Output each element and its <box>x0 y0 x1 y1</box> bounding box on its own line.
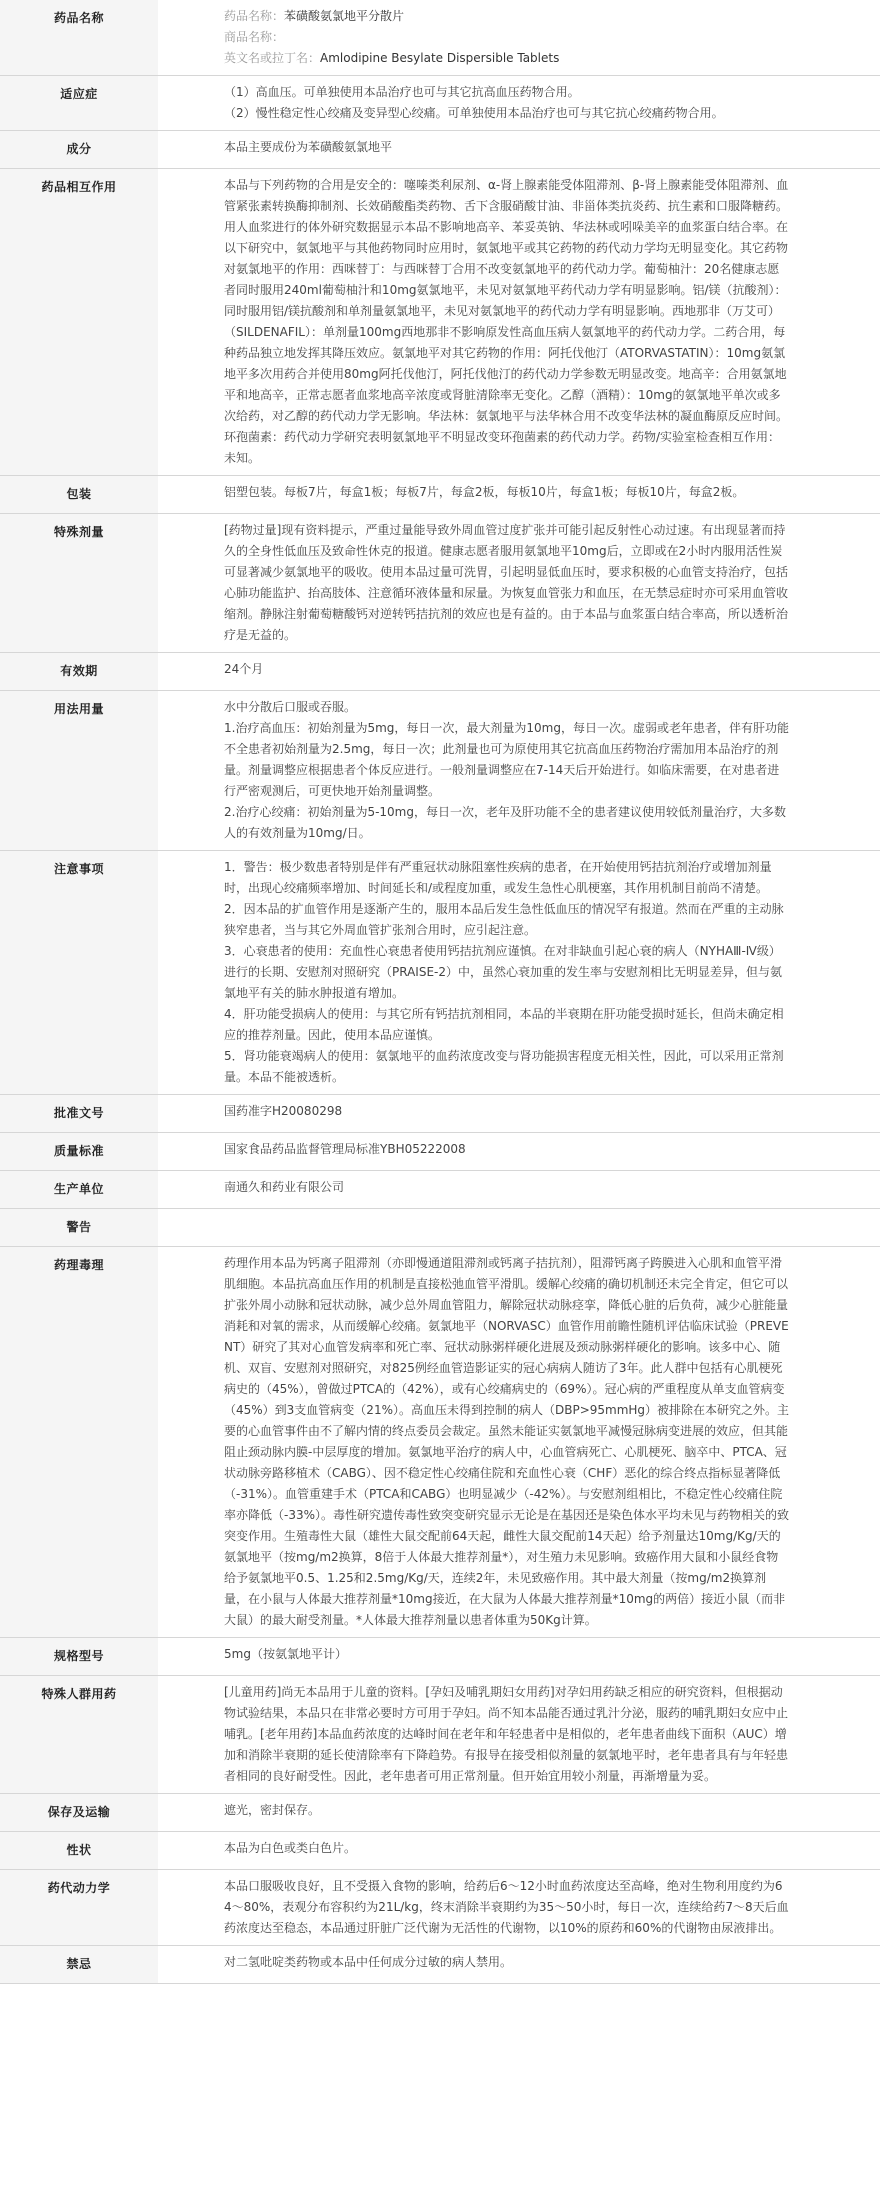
section-paragraph: 水中分散后口服或吞服。 <box>224 700 357 714</box>
section-content <box>158 1676 880 1794</box>
name-line <box>224 6 790 27</box>
section-paragraph: 本品为白色或类白色片。 <box>224 1841 357 1855</box>
section-paragraph: 1．警告：极少数患者特别是伴有严重冠状动脉阻塞性疾病的患者，在开始使用钙拮抗剂治疗或增加剂量时，出现心绞痛频率增加、时间延长和/或程度加重，或发生急性心肌梗塞，其作用机制目前尚不清楚。 <box>224 860 772 895</box>
section-row <box>0 851 880 1095</box>
section-content <box>158 131 880 169</box>
section-row <box>0 1095 880 1133</box>
section-paragraph: 本品主要成份为苯磺酸氨氯地平 <box>224 140 393 154</box>
name-key: 商品名称： <box>224 30 285 44</box>
section-paragraph: 5mg（按氨氯地平计） <box>224 1647 347 1661</box>
section-content <box>158 169 880 476</box>
section-label: 规格型号 <box>0 1638 158 1676</box>
section-paragraph: 24个月 <box>224 662 264 676</box>
section-label: 生产单位 <box>0 1171 158 1209</box>
section-paragraph: 对二氢吡啶类药物或本品中任何成分过敏的病人禁用。 <box>224 1955 513 1969</box>
section-label: 禁忌 <box>0 1946 158 1984</box>
section-label: 用法用量 <box>0 691 158 851</box>
section-paragraph: （1）高血压。可单独使用本品治疗也可与其它抗高血压药物合用。 <box>224 85 580 99</box>
section-label: 适应症 <box>0 76 158 131</box>
section-content <box>158 1095 880 1133</box>
section-label: 成分 <box>0 131 158 169</box>
section-label: 药理毒理 <box>0 1247 158 1638</box>
section-row <box>0 653 880 691</box>
section-label: 警告 <box>0 1209 158 1247</box>
section-paragraph: 1.治疗高血压：初始剂量为5mg，每日一次，最大剂量为10mg，每日一次。虚弱或老年患者，伴有肝功能不全患者初始剂量为2.5mg，每日一次；此剂量也可为原使用其它抗高血压药物治疗需加用本品治疗的剂量。剂量调整应根据患者个体反应进行。一般剂量调整应在7-14天后开始进行。如临床需要，在对患者进行严密观测后，可更快地开始剂量调整。 <box>224 721 789 798</box>
section-label: 性状 <box>0 1832 158 1870</box>
section-paragraph: 2.治疗心绞痛：初始剂量为5-10mg，每日一次，老年及肝功能不全的患者建议使用较低剂量治疗，大多数人的有效剂量为10mg/日。 <box>224 805 786 840</box>
section-label: 批准文号 <box>0 1095 158 1133</box>
section-paragraph: 本品口服吸收良好，且不受摄入食物的影响，给药后6～12小时血药浓度达至高峰，绝对生物利用度约为64～80%，表观分布容积约为21L/kg，终末消除半衰期约为35～50小时，每日一次，连续给药7～8天后血药浓度达至稳态，本品通过肝脏广泛代谢为无活性的代谢物，以10%的原药和60%的代谢物由尿液排出。 <box>224 1879 789 1935</box>
section-label: 药代动力学 <box>0 1870 158 1946</box>
section-label: 质量标准 <box>0 1133 158 1171</box>
section-label: 包装 <box>0 476 158 514</box>
name-value: 苯磺酸氨氯地平分散片 <box>284 9 405 23</box>
section-label: 保存及运输 <box>0 1794 158 1832</box>
section-content <box>158 514 880 653</box>
section-paragraph: 国家食品药品监督管理局标准YBH05222008 <box>224 1142 466 1156</box>
section-paragraph: [儿童用药]尚无本品用于儿童的资料。[孕妇及哺乳期妇女用药]对孕妇用药缺乏相应的研究资料，但根据动物试验结果，本品只在非常必要时方可用于孕妇。尚不知本品能否通过乳汁分泌，服药的哺乳期妇女应中止哺乳。[老年用药]本品血药浓度的达峰时间在老年和年轻患者中是相似的，老年患者曲线下面积（AUC）增加和消除半衰期的延长使清除率有下降趋势。有报导在接受相似剂量的氨氯地平时，老年患者具有与年轻患者相同的良好耐受性。因此，老年患者可用正常剂量。但开始宜用较小剂量，再渐增量为妥。 <box>224 1685 789 1783</box>
section-row <box>0 76 880 131</box>
section-row <box>0 1946 880 1984</box>
section-paragraph: 遮光，密封保存。 <box>224 1803 321 1817</box>
section-label: 注意事项 <box>0 851 158 1095</box>
section-paragraph: 药理作用本品为钙离子阻滞剂（亦即慢通道阻滞剂或钙离子拮抗剂），阻滞钙离子跨膜进入心肌和血管平滑肌细胞。本品抗高血压作用的机制是直接松弛血管平滑肌。缓解心绞痛的确切机制还未完全肯定，但它可以扩张外周小动脉和冠状动脉，减少总外周血管阻力，解除冠状动脉痉挛，降低心脏的后负荷，减少心脏能量消耗和对氧的需求，从而缓解心绞痛。氨氯地平（NORVASC）血管作用前瞻性随机评估临床试验（PREVENT）研究了其对心血管发病率和死亡率、冠状动脉粥样硬化进展及颈动脉粥样硬化的影响。该多中心、随机、双盲、安慰剂对照研究，对825例经血管造影证实的冠心病病人随访了3年。此人群中包括有心肌梗死病史的（45%），曾做过PTCA的（42%），或有心绞痛病史的（69%）。冠心病的严重程度从单支血管病变（45%）到3支血管病变（21%）。高血压未得到控制的病人（DBP>95mmHg）被排除在本研究之外。主要的心血管事件由不了解内情的终点委员会裁定。虽然未能证实氨氯地平减慢冠脉病变进展的效应，但其能阻止颈动脉内膜-中层厚度的增加。氨氯地平治疗的病人中，心血管病死亡、心肌梗死、脑卒中、PTCA、冠状动脉旁路移植术（CABG）、因不稳定性心绞痛住院和充血性心衰（CHF）恶化的综合终点指标显著降低（-31%）。血管重建手术（PTCA和CABG）也明显减少（-42%）。与安慰剂组相比，不稳定性心绞痛住院率亦降低（-33%）。毒性研究遗传毒性致突变研究显示无论是在基因还是染色体水平均未见与药物相关的致突变作用。生殖毒性大鼠（雄性大鼠交配前64天起，雌性大鼠交配前14天起）给予剂量达10mg/Kg/天的氨氯地平（按mg/m2换算，8倍于人体最大推荐剂量*），对生殖力未见影响。致癌作用大鼠和小鼠经食物给予氨氯地平0.5、1.25和2.5mg/Kg/天，连续2年，未见致癌作用。其中最大剂量（按mg/m2换算剂量，在小鼠与人体最大推荐剂量*10mg接近，在大鼠为人体最大推荐剂量*10mg的两倍）接近小鼠（而非大鼠）的最大耐受剂量。*人体最大推荐剂量以患者体重为50Kg计算。 <box>224 1256 790 1627</box>
name-key: 英文名或拉丁名： <box>224 51 321 65</box>
section-paragraph: 南通久和药业有限公司 <box>224 1180 345 1194</box>
section-paragraph: 4．肝功能受损病人的使用：与其它所有钙拮抗剂相同，本品的半衰期在肝功能受损时延长，但尚未确定相应的推荐剂量。因此，使用本品应谨慎。 <box>224 1007 784 1042</box>
section-label: 有效期 <box>0 653 158 691</box>
name-key: 药品名称： <box>224 9 285 23</box>
section-row <box>0 169 880 476</box>
section-row <box>0 1133 880 1171</box>
section-row <box>0 1247 880 1638</box>
section-row <box>0 1870 880 1946</box>
section-content <box>158 1946 880 1984</box>
section-paragraph: 5．肾功能衰竭病人的使用：氨氯地平的血药浓度改变与肾功能损害程度无相关性，因此，可以采用正常剂量。本品不能被透析。 <box>224 1049 784 1084</box>
section-content <box>158 1247 880 1638</box>
section-content <box>158 1171 880 1209</box>
section-content <box>158 76 880 131</box>
section-row <box>0 1209 880 1247</box>
section-row <box>0 1638 880 1676</box>
section-row <box>0 476 880 514</box>
section-row <box>0 691 880 851</box>
name-line <box>224 48 790 69</box>
section-paragraph: 铝塑包装。每板7片，每盒1板；每板7片，每盒2板，每板10片，每盒1板；每板10片，每盒2板。 <box>224 485 745 499</box>
section-content <box>158 851 880 1095</box>
section-content <box>158 1870 880 1946</box>
section-content <box>158 691 880 851</box>
section-paragraph: 国药准字H20080298 <box>224 1104 343 1118</box>
section-paragraph: [药物过量]现有资料提示，严重过量能导致外周血管过度扩张并可能引起反射性心动过速。有出现显著而持久的全身性低血压及致命性休克的报道。健康志愿者服用氨氯地平10mg后，立即或在2小时内服用活性炭可显著减少氨氯地平的吸收。使用本品过量可洗胃，引起明显低血压时，要求积极的心血管支持治疗，包括心肺功能监护、抬高肢体、注意循环液体量和尿量。为恢复血管张力和血压，在无禁忌症时亦可采用血管收缩剂。静脉注射葡萄糖酸钙对逆转钙拮抗剂的效应也是有益的。由于本品与血浆蛋白结合率高，所以透析治疗是无益的。 <box>224 523 789 642</box>
section-paragraph: 3．心衰患者的使用：充血性心衰患者使用钙拮抗剂应谨慎。在对非缺血引起心衰的病人（NYHAⅢ-Ⅳ级）进行的长期、安慰剂对照研究（PRAISE-2）中，虽然心衰加重的发生率与安慰剂相比无明显差异，但与氨氯地平有关的肺水肿报道有增加。 <box>224 944 783 1000</box>
section-content <box>158 1794 880 1832</box>
section-content <box>158 1832 880 1870</box>
section-paragraph: （2）慢性稳定性心绞痛及变异型心绞痛。可单独使用本品治疗也可与其它抗心绞痛药物合用。 <box>224 106 724 120</box>
section-label: 药品名称 <box>0 0 158 76</box>
section-row <box>0 514 880 653</box>
section-row <box>0 1832 880 1870</box>
section-paragraph: 2．因本品的扩血管作用是逐渐产生的，服用本品后发生急性低血压的情况罕有报道。然而在严重的主动脉狭窄患者，当与其它外周血管扩张剂合用时，应引起注意。 <box>224 902 784 937</box>
section-row <box>0 1171 880 1209</box>
section-content <box>158 1638 880 1676</box>
section-content <box>158 1209 880 1247</box>
name-line <box>224 27 790 48</box>
section-label: 特殊人群用药 <box>0 1676 158 1794</box>
name-value: Amlodipine Besylate Dispersible Tablets <box>320 51 560 65</box>
section-row <box>0 1676 880 1794</box>
section-content <box>158 653 880 691</box>
section-row <box>0 131 880 169</box>
section-row <box>0 0 880 76</box>
section-label: 药品相互作用 <box>0 169 158 476</box>
section-content <box>158 476 880 514</box>
section-content <box>158 0 880 76</box>
section-content <box>158 1133 880 1171</box>
section-label: 特殊剂量 <box>0 514 158 653</box>
section-row <box>0 1794 880 1832</box>
section-paragraph: 本品与下列药物的合用是安全的：噻嗪类利尿剂、α-肾上腺素能受体阻滞剂、β-肾上腺素能受体阻滞剂、血管紧张素转换酶抑制剂、长效硝酸酯类药物、舌下含服硝酸甘油、非甾体类抗炎药、抗生素和口服降糖药。用人血浆进行的体外研究数据显示本品不影响地高辛、苯妥英钠、华法林或吲哚美辛的血浆蛋白结合率。在以下研究中，氨氯地平与其他药物同时应用时，氨氯地平或其它药物的药代动力学均无明显变化。其它药物对氨氯地平的作用：西咪替丁：与西咪替丁合用不改变氨氯地平的药代动力学。葡萄柚汁：20名健康志愿者同时服用240ml葡萄柚汁和10mg氨氯地平，未见对氨氯地平药代动力学有明显影响。铝/镁（抗酸剂）：同时服用铝/镁抗酸剂和单剂量氨氯地平，未见对氨氯地平的药代动力学有明显影响。西地那非（万艾可）（SILDENAFIL）：单剂量100mg西地那非不影响原发性高血压病人氨氯地平的药代动力学。二药合用，每种药品独立地发挥其降压效应。氨氯地平对其它药物的作用：阿托伐他汀（ATORVASTATIN）：10mg氨氯地平多次用药合并使用80mg阿托伐他汀，阿托伐他汀的药代动力学参数无明显改变。地高辛：合用氨氯地平和地高辛，正常志愿者血浆地高辛浓度或肾脏清除率无变化。乙醇（酒精）：10mg的氨氯地平单次或多次给药，对乙醇的药代动力学无影响。华法林：氨氯地平与法华林合用不改变华法林的凝血酶原反应时间。环孢菌素：药代动力学研究表明氨氯地平不明显改变环孢菌素的药代动力学。药物/实验室检查相互作用：未知。 <box>224 178 789 465</box>
